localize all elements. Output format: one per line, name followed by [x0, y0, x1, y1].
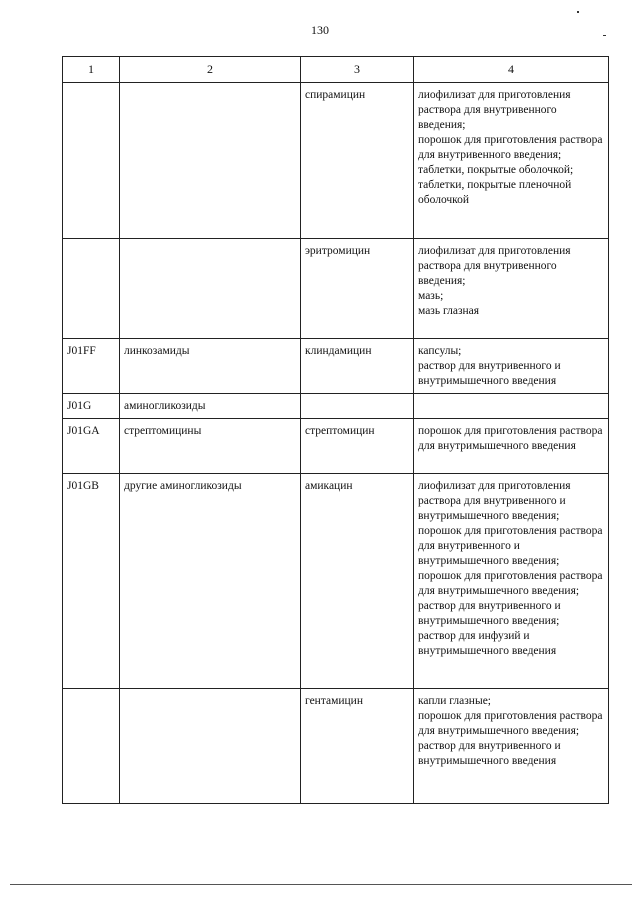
page-number: 130 [311, 23, 329, 37]
table-row [63, 689, 609, 804]
atc-code-cell: J01FF [63, 339, 120, 394]
group-cell: другие аминогликозиды [120, 474, 301, 689]
group-cell [120, 83, 301, 239]
group-cell: аминогликозиды [120, 394, 301, 419]
drug-table [62, 56, 609, 804]
atc-code-cell: J01GB [63, 474, 120, 689]
group-cell: линкозамиды [120, 339, 301, 394]
dosage-forms-cell: порошок для приготовления раствора для внутримышечного введения [414, 419, 609, 474]
dosage-forms-cell: лиофилизат для приготовления раствора для внутривенного введения; мазь; мазь глазная [414, 239, 609, 339]
drug-cell: клиндамицин [301, 339, 414, 394]
column-header: 3 [301, 57, 414, 83]
column-header: 2 [120, 57, 301, 83]
dosage-forms-cell [414, 394, 609, 419]
drug-cell: амикацин [301, 474, 414, 689]
atc-code-cell [63, 689, 120, 804]
table-row [63, 474, 609, 689]
column-header: 4 [414, 57, 609, 83]
drug-cell: гентамицин [301, 689, 414, 804]
group-cell [120, 689, 301, 804]
scan-speck [603, 35, 606, 36]
atc-code-cell [63, 83, 120, 239]
table-row [63, 83, 609, 239]
group-cell [120, 239, 301, 339]
group-cell: стрептомицины [120, 419, 301, 474]
dosage-forms-cell: лиофилизат для приготовления раствора для внутривенного введения; порошок для приготовления раствора для внутривенного введения; таблетки, покрытые оболочкой; таблетки, покрытые пленочной оболочкой [414, 83, 609, 239]
dosage-forms-cell: лиофилизат для приготовления раствора для внутривенного и внутримышечного введения; порошок для приготовления раствора для внутривенного и внутримышечного введения; порошок для приготовления раствора для внутримышечного введения; раствор для внутривенного и внутримышечного введения; раствор для инфузий и внутримышечного введения [414, 474, 609, 689]
table-row [63, 419, 609, 474]
drug-cell: стрептомицин [301, 419, 414, 474]
atc-code-cell: J01GA [63, 419, 120, 474]
drug-cell: спирамицин [301, 83, 414, 239]
drug-cell: эритромицин [301, 239, 414, 339]
atc-code-cell [63, 239, 120, 339]
table-header-row [63, 57, 609, 83]
atc-code-cell: J01G [63, 394, 120, 419]
drug-cell [301, 394, 414, 419]
scan-speck [577, 11, 579, 13]
dosage-forms-cell: капсулы; раствор для внутривенного и внутримышечного введения [414, 339, 609, 394]
column-header: 1 [63, 57, 120, 83]
bottom-rule [10, 884, 632, 885]
table-row [63, 339, 609, 394]
table-row [63, 394, 609, 419]
dosage-forms-cell: капли глазные; порошок для приготовления раствора для внутримышечного введения; раствор для внутривенного и внутримышечного введения [414, 689, 609, 804]
table-row [63, 239, 609, 339]
